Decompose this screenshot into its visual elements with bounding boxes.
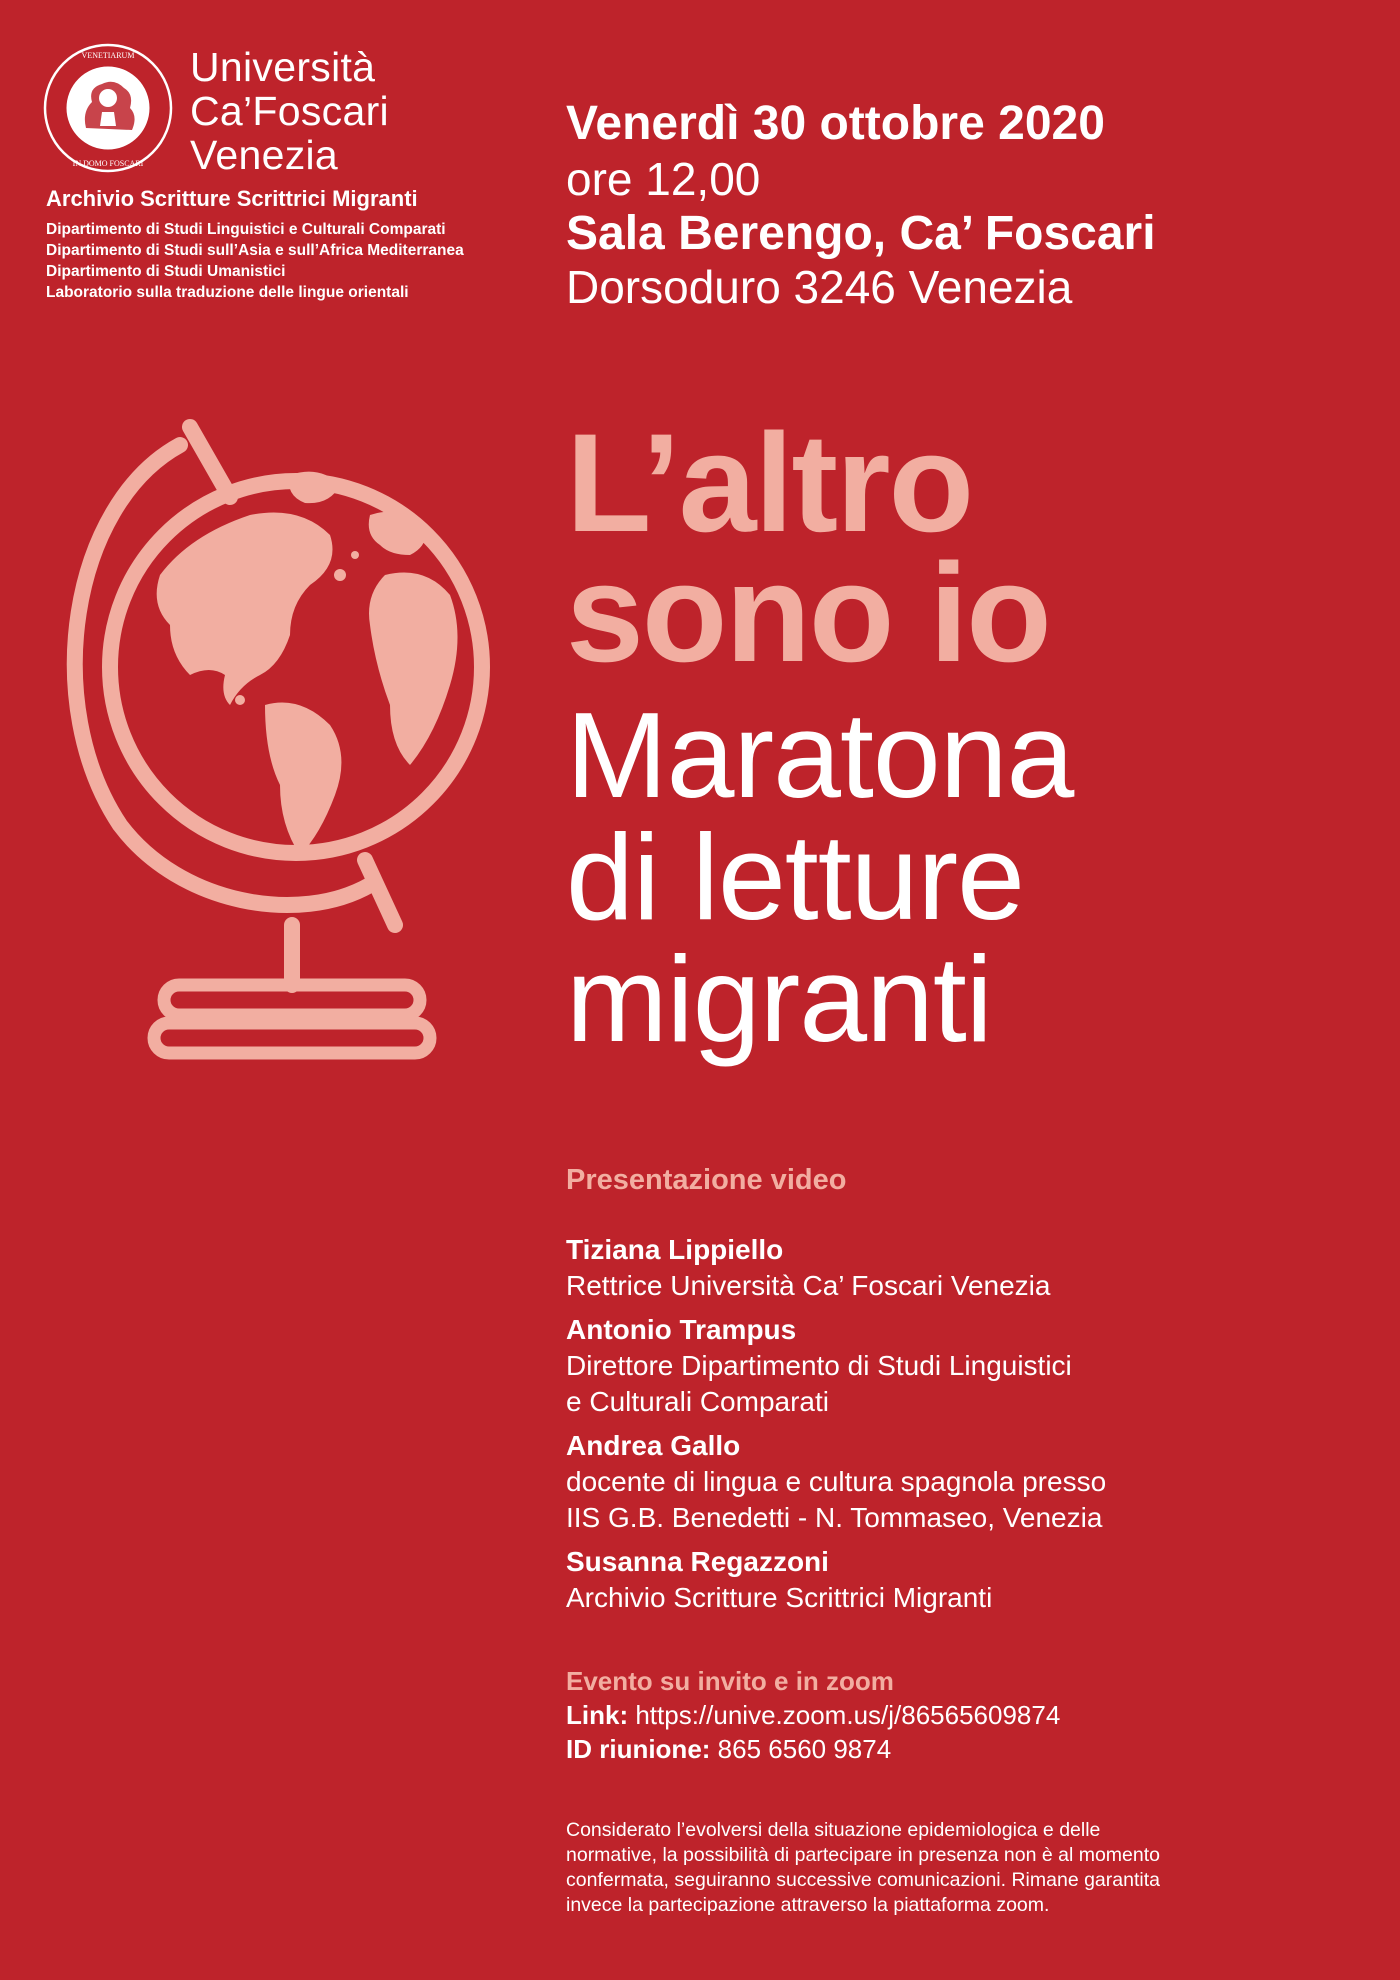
department-line: Dipartimento di Studi Linguistici e Culturali Comparati <box>46 221 446 238</box>
zoom-link-label: Link: <box>566 1700 629 1730</box>
speaker-item <box>566 1232 1366 1304</box>
note-line: Considerato l’evolversi della situazione epidemiologica e delle <box>566 1819 1101 1841</box>
program-section-label: Presentazione video <box>566 1164 847 1196</box>
zoom-link[interactable]: https://unive.zoom.us/j/86565609874 <box>635 1700 1061 1730</box>
speaker-item <box>566 1428 1366 1536</box>
department-line: Dipartimento di Studi sull’Asia e sull’Africa Mediterranea <box>46 242 464 259</box>
globe-icon <box>40 405 490 1065</box>
speaker-role: Rettrice Università Ca’ Foscari Venezia <box>566 1270 1051 1301</box>
disclaimer-note <box>566 1818 1356 1918</box>
zoom-id-line <box>566 1732 1060 1766</box>
note-line: confermata, seguiranno successive comunicazioni. Rimane garantita <box>566 1869 1160 1891</box>
speaker-role: e Culturali Comparati <box>566 1386 829 1417</box>
event-date: Venerdì 30 ottobre 2020 <box>566 97 1105 150</box>
title-line-2: sono io <box>566 534 1050 691</box>
speaker-name: Tiziana Lippiello <box>566 1234 784 1265</box>
speaker-list <box>566 1232 1366 1624</box>
speaker-role: Direttore Dipartimento di Studi Linguistici <box>566 1350 1072 1381</box>
subtitle-line-1: Maratona <box>566 687 1074 823</box>
speaker-role: docente di lingua e cultura spagnola presso <box>566 1466 1107 1497</box>
event-room: Sala Berengo, Ca’ Foscari <box>566 207 1156 260</box>
event-time: ore 12,00 <box>566 153 761 205</box>
zoom-label: Evento su invito e in zoom <box>566 1666 894 1696</box>
department-line: Laboratorio sulla traduzione delle lingue orientali <box>46 284 409 301</box>
university-name-line-1: Università <box>190 44 376 90</box>
subtitle-line-2: di letture <box>566 809 1024 945</box>
zoom-id-label: ID riunione: <box>566 1734 711 1764</box>
zoom-link-line <box>566 1698 1060 1732</box>
university-name-line-2: Ca’Foscari <box>190 88 389 134</box>
speaker-role: IIS G.B. Benedetti - N. Tommaseo, Venezia <box>566 1502 1103 1533</box>
university-name-line-3: Venezia <box>190 132 339 178</box>
department-line: Dipartimento di Studi Umanistici <box>46 263 286 280</box>
svg-text:VENETIARUM: VENETIARUM <box>81 51 135 60</box>
note-line: normative, la possibilità di partecipare in presenza non è al momento <box>566 1844 1160 1866</box>
speaker-name: Susanna Regazzoni <box>566 1546 829 1577</box>
venice-lion-seal-icon <box>42 42 174 174</box>
event-address: Dorsoduro 3246 Venezia <box>566 261 1073 313</box>
speaker-item <box>566 1544 1366 1616</box>
zoom-info <box>566 1664 1060 1766</box>
speaker-name: Andrea Gallo <box>566 1430 741 1461</box>
speaker-role: Archivio Scritture Scrittrici Migranti <box>566 1582 993 1613</box>
archive-title: Archivio Scritture Scrittrici Migranti <box>46 186 418 211</box>
zoom-id-value: 865 6560 9874 <box>717 1734 892 1764</box>
subtitle-line-3: migranti <box>566 931 992 1067</box>
speaker-item <box>566 1312 1366 1420</box>
title-line-1: L’altro <box>566 404 973 561</box>
speaker-name: Antonio Trampus <box>566 1314 797 1345</box>
svg-text:IN DOMO FOSCARI: IN DOMO FOSCARI <box>72 159 144 168</box>
note-line: invece la partecipazione attraverso la piattaforma zoom. <box>566 1894 1050 1916</box>
